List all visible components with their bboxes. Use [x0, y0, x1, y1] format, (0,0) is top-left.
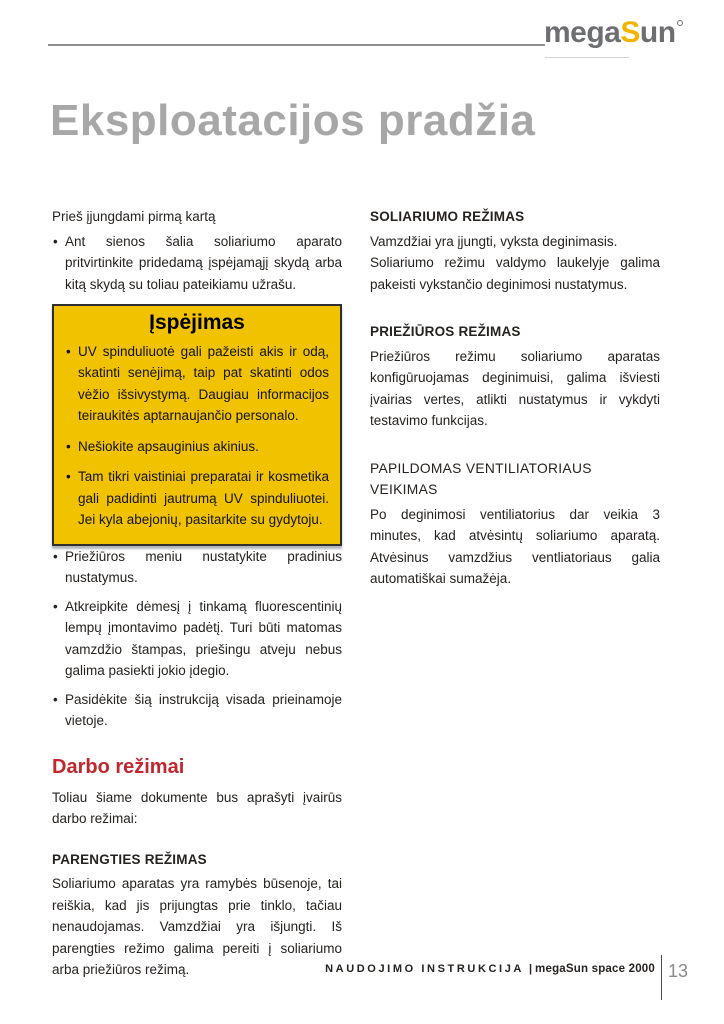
megasun-logo: [544, 16, 683, 50]
list-item: • Atkreipkite dėmesį į tinkamą fluorescentinių lempų įmontavimo padėtį. Turi būti matomas vamzdžio štampas, priešingu atveju nebus galima pasiekti jokio įdegio.: [52, 596, 342, 682]
parengties-body-text: Soliariumo aparatas yra ramybės būsenoje, tai reiškia, kad jis prijungtas prie tinklo, tačiau nenaudojamas. Vamzdžiai yra išjungti. Iš parengties režimo galima pereiti į soliariumo arba priežiūros režimą.: [52, 876, 342, 977]
soliariumo-line1: Vamzdžiai yra įjungti, vyksta deginimasis.: [370, 233, 618, 249]
right-column: [370, 206, 660, 590]
footer-divider-line: [661, 955, 662, 1000]
section-heading-prieziuros: PRIEŽIŪROS REŽIMAS: [370, 324, 521, 339]
prieziuros-body-text: Priežiūros režimu soliariumo aparatas konfigūruojamas deginimuisi, galima išviesti įvairias vertes, atlikti nustatymus ir vykdyti testavimo funkcijas.: [370, 348, 660, 428]
warning-title: Įspėjimas: [149, 311, 245, 334]
darbo-intro-text: Toliau šiame dokumente bus aprašyti įvairūs darbo režimai:: [52, 789, 342, 826]
footer-separator: |: [528, 963, 533, 975]
list-item: • Pasidėkite šią instrukciją visada prieinamoje vietoje.: [52, 689, 342, 732]
page-title: Eksploatacijos pradžia: [50, 96, 536, 145]
warning-box: [52, 304, 342, 546]
ventiliatorius-body-text: Po deginimosi ventiliatorius dar veikia 3 minutes, kad atvėsintų soliariumo aparatą. Atvėsinus vamzdžius ventliatoriaus galia automatiškai sumažėja.: [370, 506, 660, 586]
list-item: • Nešiokite apsauginius akinius.: [65, 436, 329, 458]
header-divider-line: [48, 44, 545, 46]
intro-bullet-list: [52, 231, 342, 296]
logo-text-un: un: [639, 16, 676, 49]
warning-bullet-list: [65, 341, 329, 531]
left-column: [52, 206, 342, 981]
logo-underline: [545, 57, 629, 58]
list-item: • Tam tikri vaistiniai preparatai ir kosmetika gali padidinti jautrumą UV spinduliuotei. Jei kyla abejonių, pasitarkite su gydytoju.: [65, 466, 329, 531]
list-item: • UV spinduliuotė gali pažeisti akis ir odą, skatinti senėjimą, taip pat skatinti odos vėžio išsivystymą. Daugiau informacijos teiraukitės aptarnaujančio personalo.: [65, 341, 329, 427]
logo-text-mega: mega: [544, 16, 621, 49]
list-item: • Ant sienos šalia soliariumo aparato pritvirtinkite pridedamą įspėjamąjį skydą arba kitą skydą su toliau pateikiamu užrašu.: [52, 231, 342, 296]
section-heading-parengties: PARENGTIES REŽIMAS: [52, 851, 207, 867]
footer-product-name: megaSun space 2000: [535, 963, 655, 975]
list-item: • Priežiūros meniu nustatykite pradinius nustatymus.: [52, 546, 342, 589]
section-heading-darbo-rezimai: Darbo režimai: [52, 755, 185, 778]
setup-checklist: [52, 546, 342, 732]
intro-lead: Prieš įjungdami pirmą kartą: [52, 209, 216, 224]
section-heading-ventiliatorius: PAPILDOMAS VENTILIATORIAUS VEIKIMAS: [370, 460, 592, 497]
section-heading-soliariumo: SOLIARIUMO REŽIMAS: [370, 209, 525, 224]
footer: [325, 963, 655, 975]
footer-doc-label: NAUDOJIMO INSTRUKCIJA: [325, 963, 524, 975]
logo-ring-icon: [677, 20, 683, 26]
page-number: 13: [668, 961, 689, 981]
logo-text-s: S: [620, 16, 640, 49]
soliariumo-line2: Soliariumo režimu valdymo laukelyje galima pakeisti vykstančio deginimosi nustatymus.: [370, 255, 660, 292]
